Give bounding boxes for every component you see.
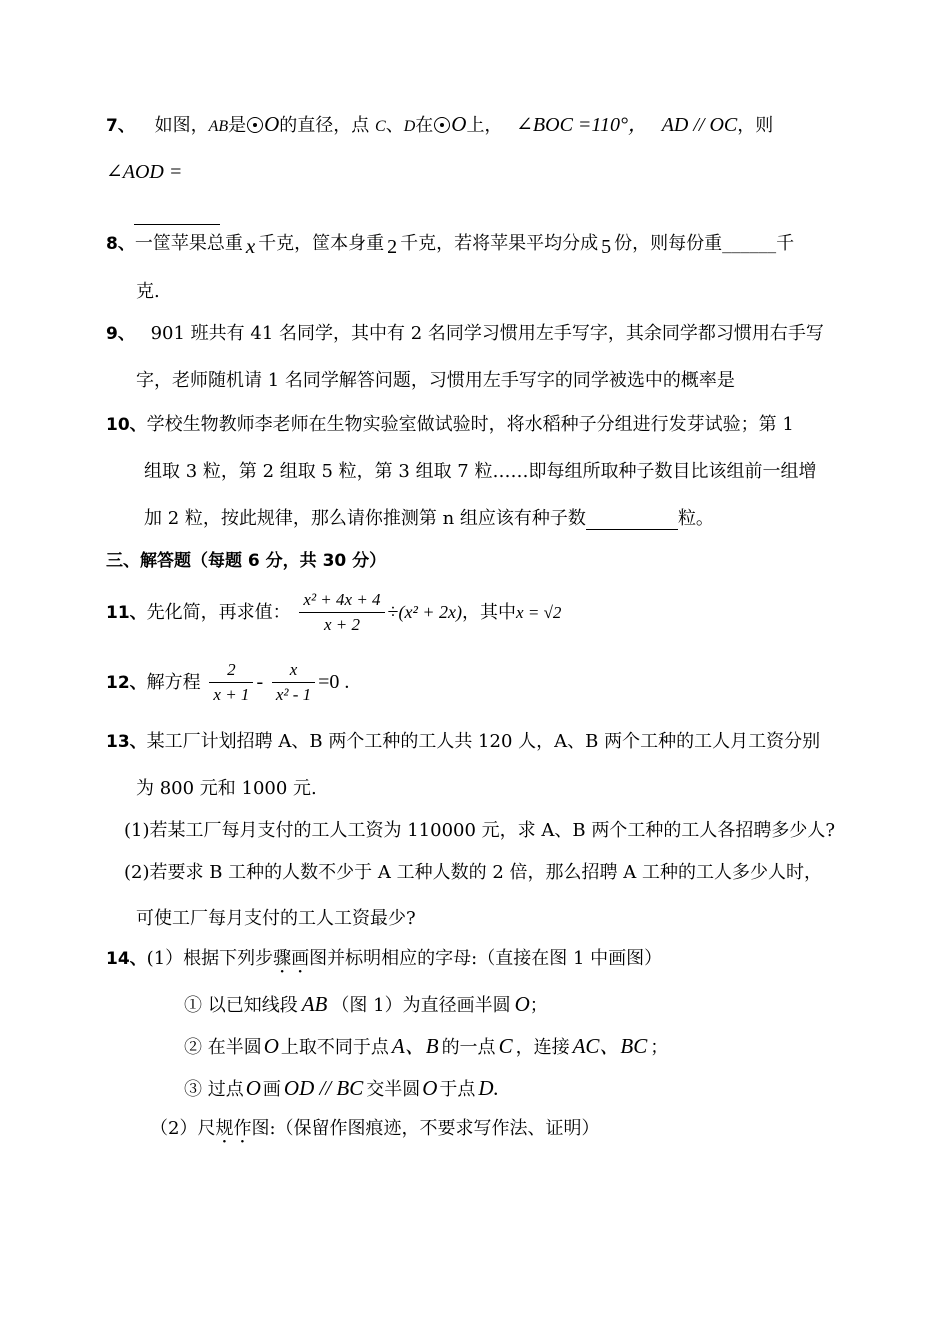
q10-line2: 组取 3 粒，第 2 组取 5 粒，第 3 组取 7 粒……即每组所取种子数目比该组前一组增 — [144, 461, 817, 482]
q12-number: 12、 — [106, 672, 147, 693]
section3-title: 三、解答题（每题 6 分，共 30 分） — [106, 551, 387, 571]
circle-dot-icon — [434, 117, 450, 133]
q14-part1: 14、(1）根据下列步骤画图并标明相应的字母:（直接在图 1 中画图） — [106, 948, 663, 969]
q13-number: 13、 — [106, 732, 147, 752]
parallel-ad-oc: AD // OC — [661, 114, 738, 136]
q9-line2: 字，老师随机请 1 名同学解答问题，习惯用左手写字的同学被选中的概率是 — [136, 370, 735, 391]
q10-line3: 加 2 粒，按此规律，那么请你推测第 n 组应该有种子数 粒。 — [144, 508, 714, 529]
q8-number: 8、 — [106, 234, 135, 254]
q12-fraction-2: $\frac{x}{\text{x² - 1}}$ — [272, 660, 315, 706]
q12-line: 12、解方程 $\frac{2}{x + 1}$ - $\frac{x}{\text{x² - 1}}$ =0 . — [106, 660, 350, 705]
q7-angle-aod: ∠AOD = — [106, 161, 183, 183]
q13-sub2-cont: 可使工厂每月支付的工人工资最少? — [136, 908, 416, 929]
q11-denominator: x + 2 — [299, 612, 384, 635]
q11-line: 11、先化简，再求值： $\frac{\text{x² + 4x + 4}}{x + 2}$ ÷(x² + 2x)，其中x = √2 — [106, 590, 562, 635]
q13-sub1: (1)若某工厂每月支付的工人工资为 110000 元，求 A、B 两个工种的工人各招聘多少人? — [124, 820, 835, 841]
q7-text: 如图，AB是 O的直径，点 C、D在 O上， ∠BOC =110°， AD // OC，则 — [154, 112, 774, 136]
q9-number: 9、 — [106, 324, 135, 344]
q14-step2: ② 在半圆O 上取不同于点 A、B 的一点 C ，连接 AC、BC ； — [184, 1034, 669, 1058]
q14-step1: ① 以已知线段 AB （图 1）为直径画半圆 O； — [184, 992, 548, 1016]
q10-line1: 10、学校生物教师李老师在生物实验室做试验时，将水稻种子分组进行发芽试验；第 1 — [106, 414, 794, 435]
q10-number: 10、 — [106, 415, 147, 435]
q11-fraction — [299, 590, 384, 636]
q7-line1 — [106, 112, 773, 137]
q11-numerator: x² + 4x + 4 — [303, 590, 381, 609]
q7-answer-blank — [134, 206, 220, 225]
q8-line1: 8、一筐苹果总重 x 千克，筐本身重 2 千克，若将苹果平均分成 5 份，则每份重______千 — [106, 233, 795, 258]
q14-number: 14、 — [106, 949, 147, 969]
q14-part2: （2）尺规作图:（保留作图痕迹，不要求写作法、证明） — [150, 1118, 600, 1139]
q11-number: 11、 — [106, 602, 147, 623]
q13-line2: 为 800 元和 1000 元. — [136, 778, 317, 799]
q13-sub2: (2)若要求 B 工种的人数不少于 A 工种人数的 2 倍，那么招聘 A 工种的工人多少人时， — [124, 862, 822, 883]
angle-boc: ∠BOC =110°， — [516, 114, 648, 136]
q8-answer-blank: ______ — [722, 233, 777, 254]
q14-step3: ③ 过点O 画 OD // BC 交半圆O 于点 D. — [184, 1076, 499, 1100]
q12-fraction-1: $\frac{2}{x + 1}$ — [209, 660, 253, 706]
circle-dot-icon — [247, 117, 263, 133]
q10-answer-blank — [586, 511, 678, 530]
q13-line1: 13、某工厂计划招聘 A、B 两个工种的工人共 120 人，A、B 两个工种的工人月工资分别 — [106, 731, 821, 752]
q7-number: 7、 — [106, 116, 135, 136]
q8-line2: 克. — [136, 281, 160, 302]
q9-line1: 9、 901 班共有 41 名同学，其中有 2 名同学习惯用左手写字，其余同学都习惯用右手写 — [106, 323, 824, 344]
